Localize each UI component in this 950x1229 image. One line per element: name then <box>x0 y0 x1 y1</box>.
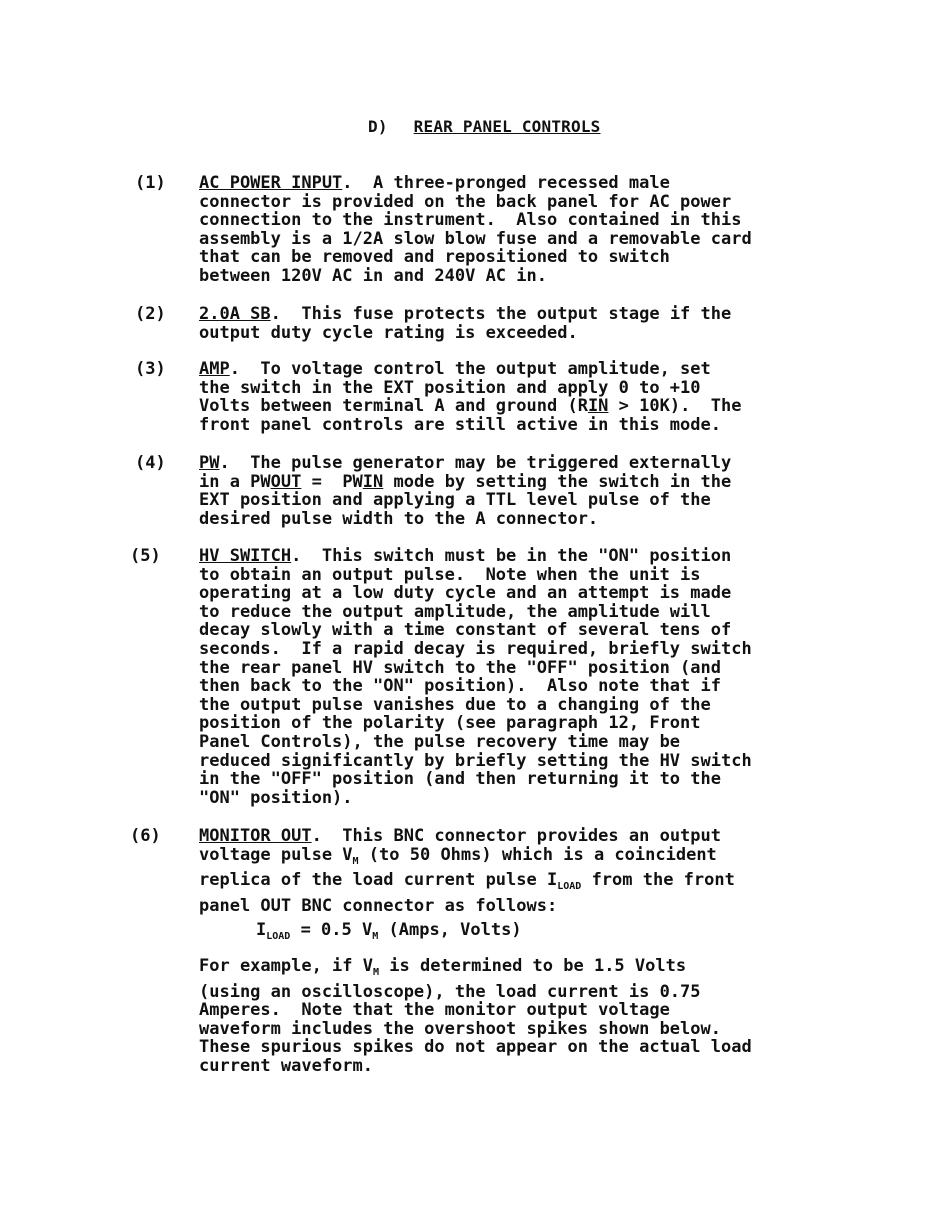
pw-out-subscript: OUT <box>270 471 302 492</box>
item-body: HV SWITCH. This switch must be in the "ON" position to obtain an output pulse. Note when the unit is operating at a low duty cycle and an attempt is made to reduce the output amplitude, the amplitude will decay slowly with a time constant of several tens of seconds. If a rapid decay is required, briefly switch the rear panel HV switch to the "OFF" position (and then back to the "ON" position). Also note that if the output pulse vanishes due to a changing of the position of the polarity (see paragraph 12, Front Panel Controls), the pulse recovery time may be reduced significantly by briefly setting the HV switch in the "OFF" position (and then returning it to the "ON" position). <box>199 546 752 808</box>
item-body: PW. The pulse generator may be triggered externally in a PWOUT = PWIN mode by setting the switch in the EXT position and applying a TTL level pulse of the desired pulse width to the A connector. <box>199 453 732 529</box>
rin-subscript: IN <box>587 396 609 417</box>
section-title: REAR PANEL CONTROLS <box>413 117 601 136</box>
iload-subscript: LOAD <box>557 881 582 893</box>
item-term: AMP <box>199 359 230 379</box>
item-term: MONITOR OUT <box>199 826 312 846</box>
item-number: (6) <box>130 826 161 846</box>
item-body: 2.0A SB. This fuse protects the output stage if the output duty cycle rating is exceeded. <box>199 304 732 343</box>
item-number: (2) <box>135 304 166 324</box>
item-number: (3) <box>135 359 166 379</box>
section-heading <box>368 117 601 136</box>
item-number: (4) <box>135 453 166 473</box>
formula: $I_{LOAD} = 0.5$ $V_M$ (Amps, Volts) <box>256 920 522 942</box>
item-body: AC POWER INPUT. A three-pronged recessed male connector is provided on the back panel for AC power connection to the instrument. Also contained in this assembly is a 1/2A slow blow fuse and a removable card that can be removed and repositioned to switch between 120V AC in and 240V AC in. <box>199 173 752 286</box>
item-number: (1) <box>135 173 166 193</box>
item-number: (5) <box>130 546 161 566</box>
item-term: PW <box>199 453 220 473</box>
item-term: 2.0A SB <box>199 304 271 324</box>
item-body: MONITOR OUT. This BNC connector provides an output voltage pulse $V_M$ (to 50 Ohms) which is a coincident replica of the load current pulse $I_{LOAD}$ from the front panel OUT BNC connector as follows: <box>199 826 735 916</box>
item-term: AC POWER INPUT <box>199 173 343 193</box>
pw-in-subscript: IN <box>362 471 384 492</box>
item-body: AMP. To voltage control the output amplitude, set the switch in the EXT position and apply 0 to +10 Volts between terminal A and ground (RIN > 10K). The front panel controls are still active in this mode. <box>199 359 742 435</box>
vm-subscript: M <box>352 855 359 867</box>
section-letter: D) <box>368 117 388 136</box>
example-paragraph: For example, if $V_M$ is determined to be 1.5 Volts (using an oscilloscope), the load current is 0.75 Amperes. Note that the monitor output voltage waveform includes the overshoot spikes shown below. These spurious spikes do not appear on the actual load current waveform. <box>199 956 752 1076</box>
item-term: HV SWITCH <box>199 546 292 566</box>
